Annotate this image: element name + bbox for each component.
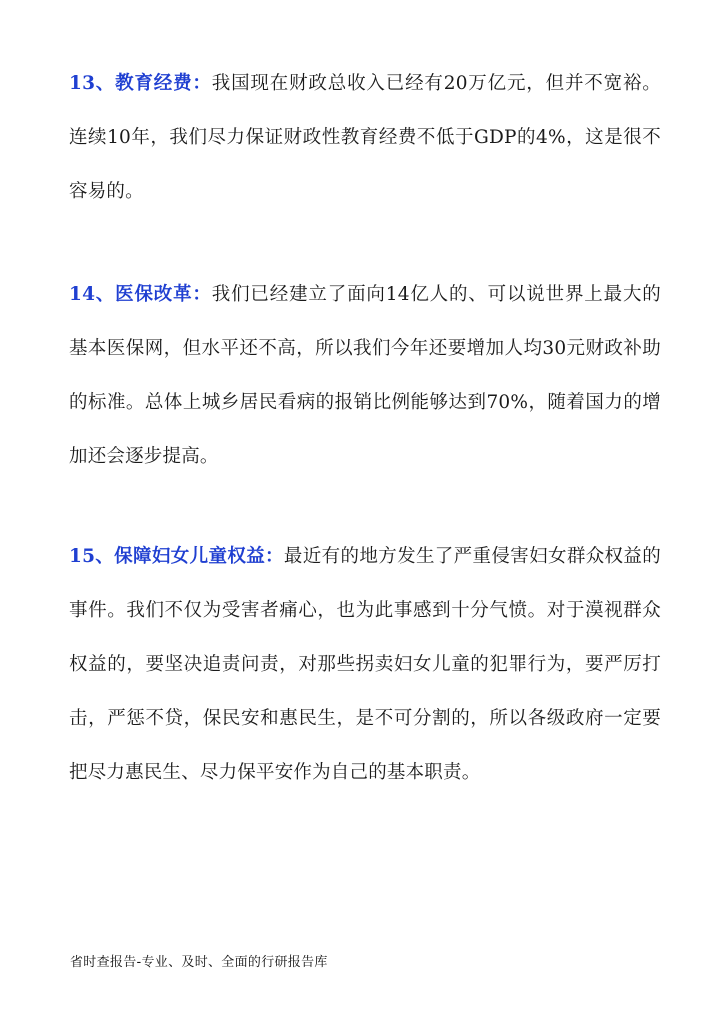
section-body: 我们已经建立了面向14亿人的、可以说世界上最大的基本医保网，但水平还不高，所以我们今年还要增加人均30元财政补助的标准。总体上城乡居民看病的报销比例能够达到70%，随着国力的增加还会逐步提高。 (69, 284, 661, 467)
section-women-children-rights (69, 530, 661, 800)
section-medical-insurance-reform (69, 268, 661, 484)
section-education-funding (69, 57, 661, 219)
section-body: 最近有的地方发生了严重侵害妇女群众权益的事件。我们不仅为受害者痛心，也为此事感到十分气愤。对于漠视群众权益的，要坚决追责问责，对那些拐卖妇女儿童的犯罪行为，要严厉打击，严惩不贷，保民安和惠民生，是不可分割的，所以各级政府一定要把尽力惠民生、尽力保平安作为自己的基本职责。 (69, 546, 661, 783)
page-footer: 省时查报告-专业、及时、全面的行研报告库 (70, 955, 328, 970)
section-heading: 13、教育经费： (69, 73, 212, 94)
section-heading: 14、医保改革： (69, 284, 212, 305)
section-heading: 15、保障妇女儿童权益： (69, 546, 284, 567)
section-body: 我国现在财政总收入已经有20万亿元，但并不宽裕。连续10年，我们尽力保证财政性教育经费不低于GDP的4%，这是很不容易的。 (69, 73, 661, 202)
